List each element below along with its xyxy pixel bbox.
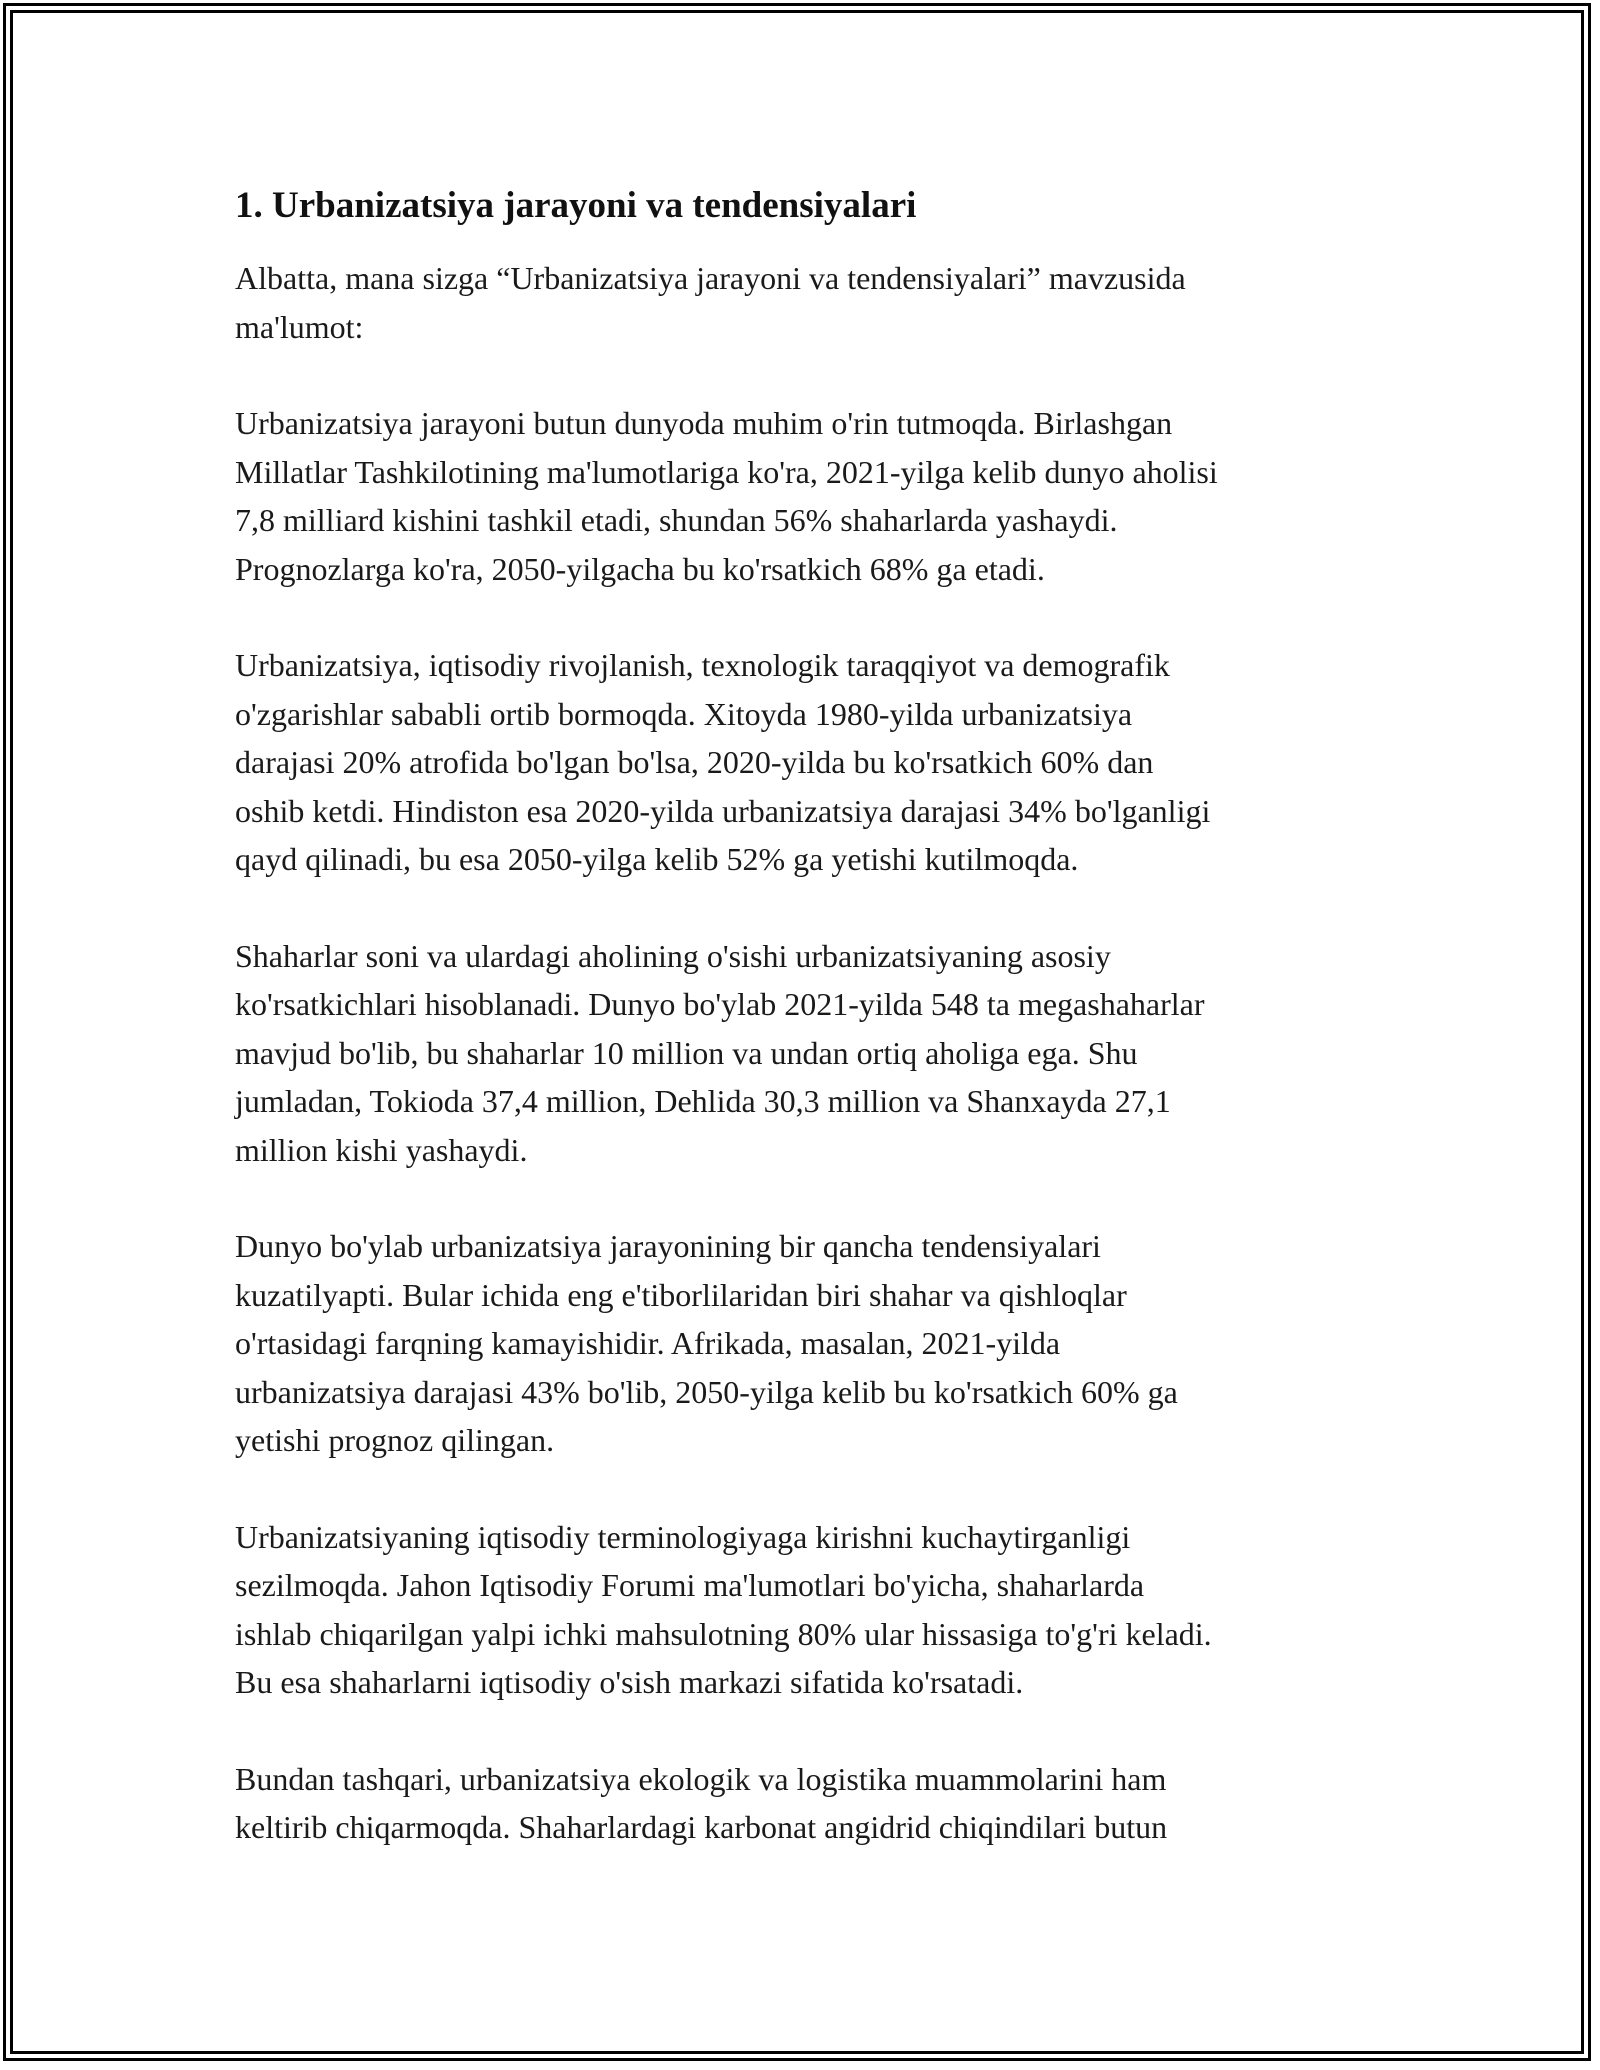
paragraph-intro: Albatta, mana sizga “Urbanizatsiya jarayoni va tendensiyalari” mavzusida ma'lumot: <box>235 260 1186 345</box>
paragraph-world-urbanization: Urbanizatsiya jarayoni butun dunyoda muhim o'rin tutmoqda. Birlashgan Millatlar Tashkilotining ma'lumotlariga ko'ra, 2021-yilga kelib dunyo aholisi 7,8 milliard kishini tashkil etadi, shundan 56% shaharlarda yashaydi. Prognozlarga ko'ra, 2050-yilgacha bu ko'rsatkich 68% ga etadi. <box>235 405 1218 587</box>
paragraph-china-india: Urbanizatsiya, iqtisodiy rivojlanish, texnologik taraqqiyot va demografik o'zgarishlar sababli ortib bormoqda. Xitoyda 1980-yilda urbanizatsiya darajasi 20% atrofida bo'lgan bo'lsa, 2020-yilda bu ko'rsatkich 60% dan oshib ketdi. Hindiston esa 2020-yilda urbanizatsiya darajasi 34% bo'lganligi qayd qilinadi, bu esa 2050-yilga kelib 52% ga yetishi kutilmoqda. <box>235 647 1211 878</box>
section-heading: 1. Urbanizatsiya jarayoni va tendensiyalari <box>235 185 917 226</box>
document-body <box>235 182 1375 1900</box>
paragraph-economy: Urbanizatsiyaning iqtisodiy terminologiyaga kirishni kuchaytirganligi sezilmoqda. Jahon Iqtisodiy Forumi ma'lumotlari bo'yicha, shaharlarda ishlab chiqarilgan yalpi ichki mahsulotning 80% ular hissasiga to'g'ri keladi. Bu esa shaharlarni iqtisodiy o'sish markazi sifatida ko'rsatadi. <box>235 1518 1212 1701</box>
paragraph-trends-africa: Dunyo bo'ylab urbanizatsiya jarayonining bir qancha tendensiyalari kuzatilyapti. Bular ichida eng e'tiborlilaridan biri shahar va qishloqlar o'rtasidagi farqning kamayishidir. Afrikada, masalan, 2021-yilda urbanizatsiya darajasi 43% bo'lib, 2050-yilga kelib bu ko'rsatkich 60% ga yetishi prognoz qilingan. <box>235 1228 1178 1459</box>
paragraph-ecology: Bundan tashqari, urbanizatsiya ekologik va logistika muammolarini ham keltirib chiqarmoqda. Shaharlardagi karbonat angidrid chiqindilari butun <box>235 1760 1168 1846</box>
paragraph-megacities: Shaharlar soni va ulardagi aholining o'sishi urbanizatsiyaning asosiy ko'rsatkichlari hisoblanadi. Dunyo bo'ylab 2021-yilda 548 ta megashaharlar mavjud bo'lib, bu shaharlar 10 million va undan ortiq aholiga ega. Shu jumladan, Tokioda 37,4 million, Dehlida 30,3 million va Shanxayda 27,1 million kishi yashaydi. <box>235 937 1205 1168</box>
